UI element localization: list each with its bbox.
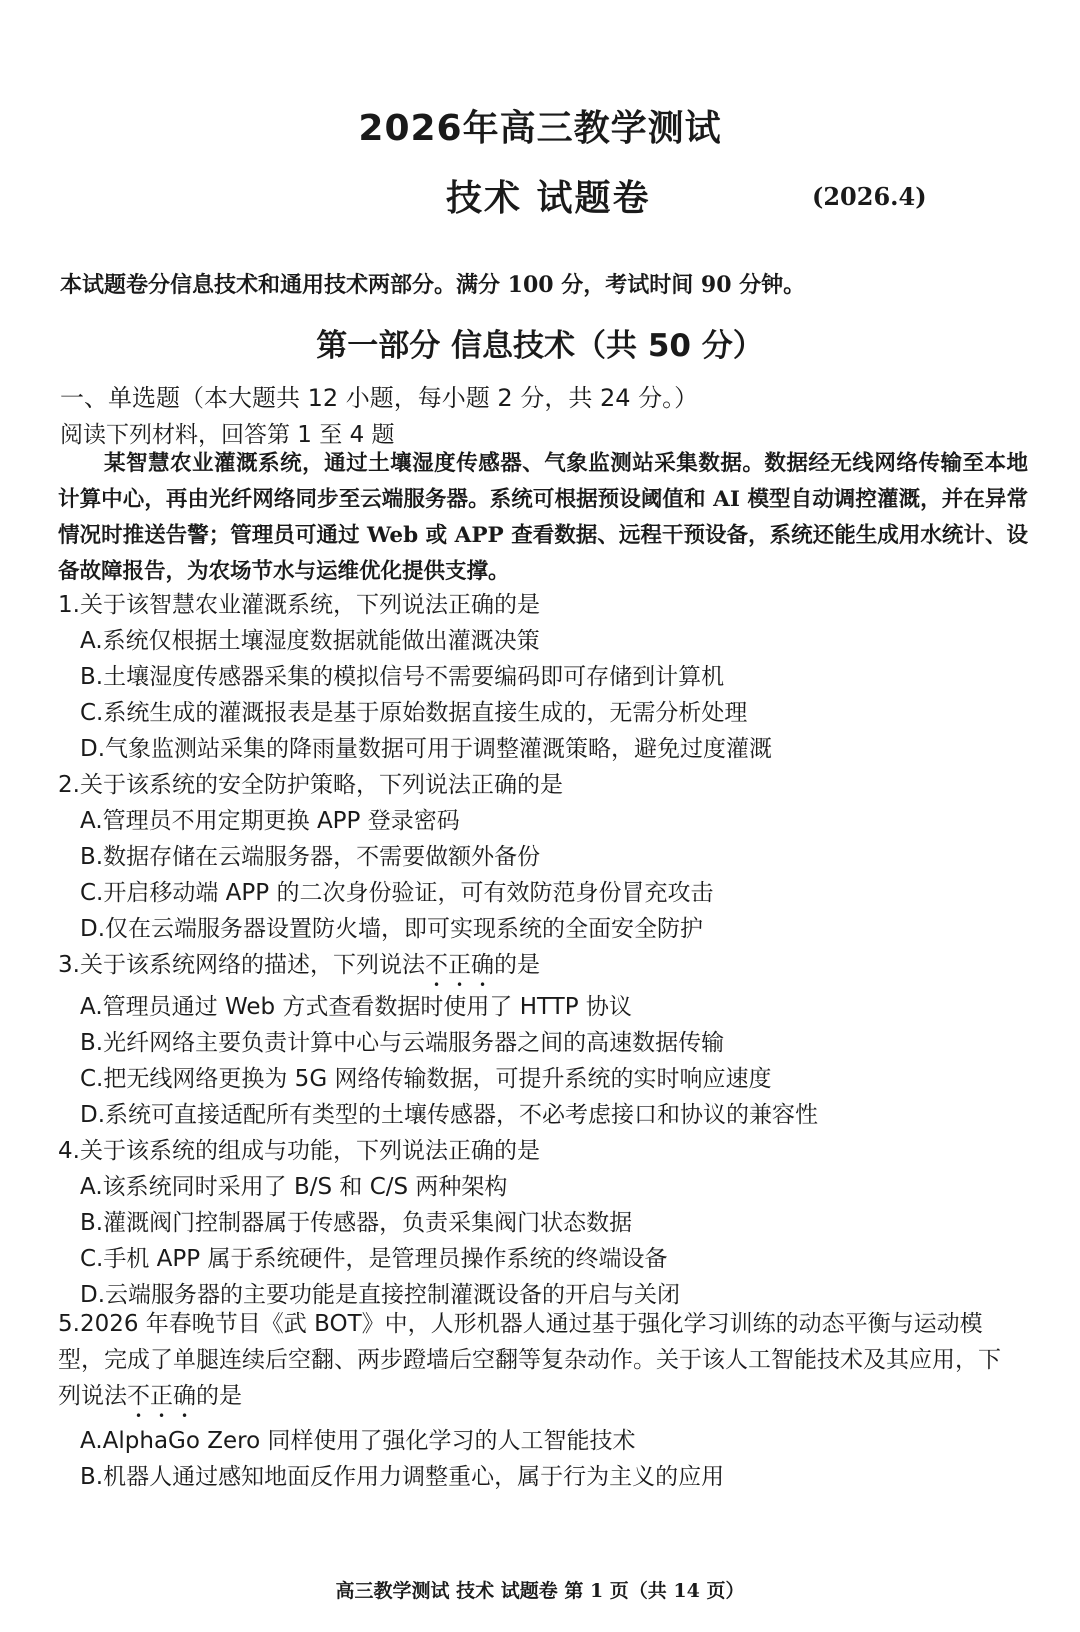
question-1-option-c: C.系统生成的灌溉报表是基于原始数据直接生成的，无需分析处理 (80, 700, 748, 726)
question-1-stem: 1.关于该智慧农业灌溉系统，下列说法正确的是 (58, 592, 540, 618)
question-4-option-b: B.灌溉阀门控制器属于传感器，负责采集阀门状态数据 (80, 1210, 633, 1236)
exam-intro: 本试题卷分信息技术和通用技术两部分。满分 100 分，考试时间 90 分钟。 (60, 272, 806, 298)
question-5-stem-before: 5.2026 年春晚节目《武 BOT》中，人形机器人通过基于强化学习训练的动态平衡与运动模型，完成了单腿连续后空翻、两步蹬墙后空翻等复杂动作。关于该人工智能技术及其应用，下列说法 (58, 1311, 1001, 1409)
question-2-option-a: A.管理员不用定期更换 APP 登录密码 (80, 808, 460, 834)
question-5-option-a: A.AlphaGo Zero 同样使用了强化学习的人工智能技术 (80, 1428, 636, 1454)
question-5-stem (58, 1306, 1018, 1423)
section-title: 第一部分 信息技术（共 50 分） (316, 328, 764, 364)
question-2-option-c: C.开启移动端 APP 的二次身份验证，可有效防范身份冒充攻击 (80, 880, 714, 906)
exam-date: (2026.4) (812, 182, 927, 211)
question-2-option-d: D.仅在云端服务器设置防火墙，即可实现系统的全面安全防护 (80, 916, 704, 942)
question-4-option-c: C.手机 APP 属于系统硬件，是管理员操作系统的终端设备 (80, 1246, 668, 1272)
question-2-option-b: B.数据存储在云端服务器，不需要做额外备份 (80, 844, 541, 870)
question-3-option-b: B.光纤网络主要负责计算中心与云端服务器之间的高速数据传输 (80, 1030, 725, 1056)
question-3-stem-before: 3.关于该系统网络的描述，下列说法 (58, 952, 425, 978)
reading-passage: 某智慧农业灌溉系统，通过土壤湿度传感器、气象监测站采集数据。数据经无线网络传输至本地计算中心，再由光纤网络同步至云端服务器。系统可根据预设阈值和 AI 模型自动调控灌溉，并在异常情况时推送告警；管理员可通过 Web 或 APP 查看数据、远程干预设备，系统还能生成用水统计、设备故障报告，为农场节水与运维优化提供支撑。 (58, 451, 1028, 584)
question-5-emphasis: 不正确 (127, 1383, 196, 1409)
question-3-option-d: D.系统可直接适配所有类型的土壤传感器，不必考虑接口和协议的兼容性 (80, 1102, 819, 1128)
question-1-option-b: B.土壤湿度传感器采集的模拟信号不需要编码即可存储到计算机 (80, 664, 725, 690)
question-1-option-d: D.气象监测站采集的降雨量数据可用于调整灌溉策略，避免过度灌溉 (80, 736, 773, 762)
question-3-stem-after: 的是 (493, 952, 540, 978)
question-5-stem-after: 的是 (196, 1383, 242, 1409)
question-4-option-d: D.云端服务器的主要功能是直接控制灌溉设备的开启与关闭 (80, 1282, 681, 1308)
question-5-option-b: B.机器人通过感知地面反作用力调整重心，属于行为主义的应用 (80, 1464, 725, 1490)
reading-instruction: 阅读下列材料，回答第 1 至 4 题 (60, 422, 395, 448)
exam-subtitle: 技术 试题卷 (446, 178, 651, 219)
question-3-option-c: C.把无线网络更换为 5G 网络传输数据，可提升系统的实时响应速度 (80, 1066, 772, 1092)
exam-title: 2026年高三教学测试 (358, 108, 722, 149)
question-4-stem: 4.关于该系统的组成与功能，下列说法正确的是 (58, 1138, 540, 1164)
question-4-option-a: A.该系统同时采用了 B/S 和 C/S 两种架构 (80, 1174, 508, 1200)
question-2-stem: 2.关于该系统的安全防护策略，下列说法正确的是 (58, 772, 563, 798)
question-3-option-a: A.管理员通过 Web 方式查看数据时使用了 HTTP 协议 (80, 994, 632, 1020)
question-type-heading: 一、单选题（本大题共 12 小题，每小题 2 分，共 24 分。） (60, 384, 699, 412)
page-footer: 高三教学测试 技术 试题卷 第 1 页（共 14 页） (335, 1580, 745, 1602)
question-1-option-a: A.系统仅根据土壤湿度数据就能做出灌溉决策 (80, 628, 540, 654)
question-3-emphasis: 不正确 (424, 952, 494, 978)
question-3-stem (58, 946, 540, 992)
